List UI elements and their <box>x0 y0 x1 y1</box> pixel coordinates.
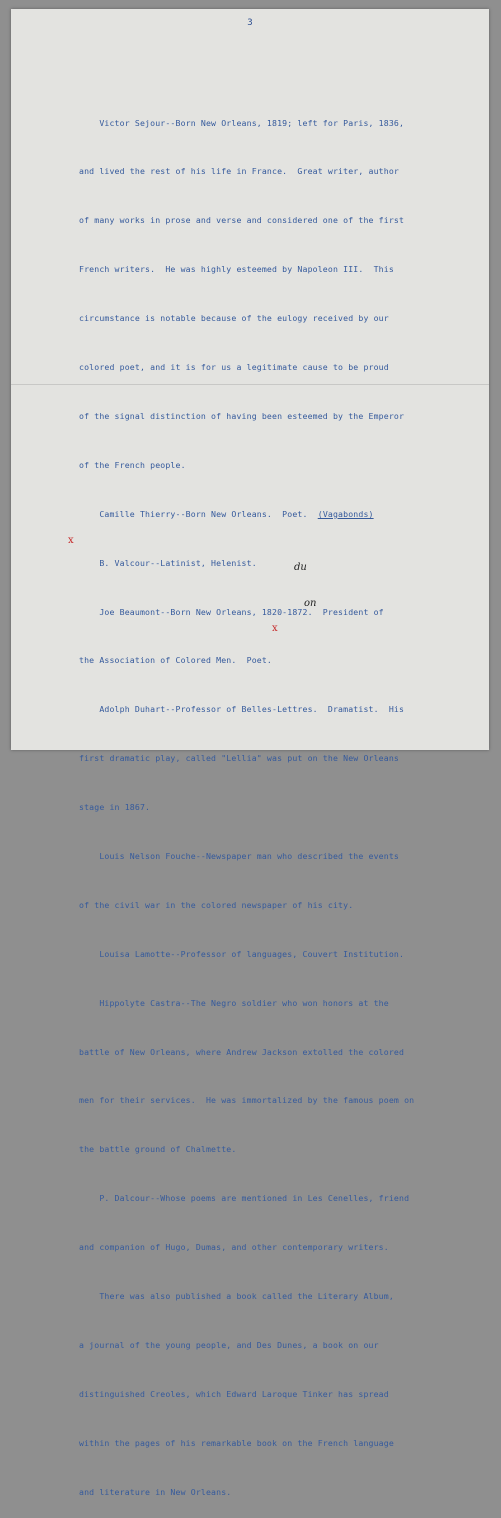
text-line: of the civil war in the colored newspaper of his city. <box>79 899 354 910</box>
text-line: Camille Thierry--Born New Orleans. Poet. <box>79 508 318 519</box>
text-line: Hippolyte Castra--The Negro soldier who won honors at the <box>79 997 389 1008</box>
typed-body <box>79 82 474 1518</box>
text-line: of the French people. <box>79 459 186 470</box>
text-line: French writers. He was highly esteemed by Napoleon III. This <box>79 264 394 275</box>
text-line: and companion of Hugo, Dumas, and other contemporary writers. <box>79 1242 389 1253</box>
handwritten-correction-on: on <box>304 598 317 609</box>
text-line-thierry <box>79 506 474 522</box>
page-number: 3 <box>247 18 253 28</box>
text-line: the battle ground of Chalmette. <box>79 1144 237 1155</box>
underlined-title: (Vagabonds) <box>317 508 374 519</box>
document-page <box>11 9 489 1497</box>
text-line: first dramatic play, called "Lellia" was put on the New Orleans <box>79 753 399 764</box>
text-line: battle of New Orleans, where Andrew Jackson extolled the colored <box>79 1046 405 1057</box>
text-line: a journal of the young people, and Des Dunes, a book on our <box>79 1339 379 1350</box>
text-line: B. Valcour--Latinist, Helenist. <box>79 557 257 568</box>
text-line: of the signal distinction of having been esteemed by the Emperor <box>79 410 405 421</box>
text-line: of many works in prose and verse and considered one of the first <box>79 215 405 226</box>
text-line: Louisa Lamotte--Professor of languages, Couvert Institution. <box>79 948 405 959</box>
text-line: There was also published a book called the Literary Album, <box>79 1290 394 1301</box>
text-line: the Association of Colored Men. Poet. <box>79 655 273 666</box>
red-x-mark: x <box>272 623 278 634</box>
text-line: colored poet, and it is for us a legitimate cause to be proud <box>79 362 389 373</box>
text-line: Louis Nelson Fouche--Newspaper man who described the events <box>79 850 399 861</box>
text-line: within the pages of his remarkable book on the French language <box>79 1437 394 1448</box>
text-line: circumstance is notable because of the eulogy received by our <box>79 313 389 324</box>
text-line: and lived the rest of his life in France. Great writer, author <box>79 166 399 177</box>
text-line: Joe Beaumont--Born New Orleans, 1820-1872. President of <box>79 606 384 617</box>
text-line: Victor Sejour--Born New Orleans, 1819; left for Paris, 1836, <box>79 117 405 128</box>
text-line: men for their services. He was immortalized by the famous poem on <box>79 1095 415 1106</box>
red-check-mark: x <box>68 535 74 546</box>
text-line: distinguished Creoles, which Edward Laroque Tinker has spread <box>79 1388 389 1399</box>
text-line: P. Dalcour--Whose poems are mentioned in Les Cenelles, friend <box>79 1193 410 1204</box>
text-line: stage in 1867. <box>79 802 151 813</box>
text-line: and literature in New Orleans. <box>79 1486 232 1497</box>
handwritten-correction-du: du <box>294 562 307 573</box>
text-line: Adolph Duhart--Professor of Belles-Lettres. Dramatist. His <box>79 704 405 715</box>
